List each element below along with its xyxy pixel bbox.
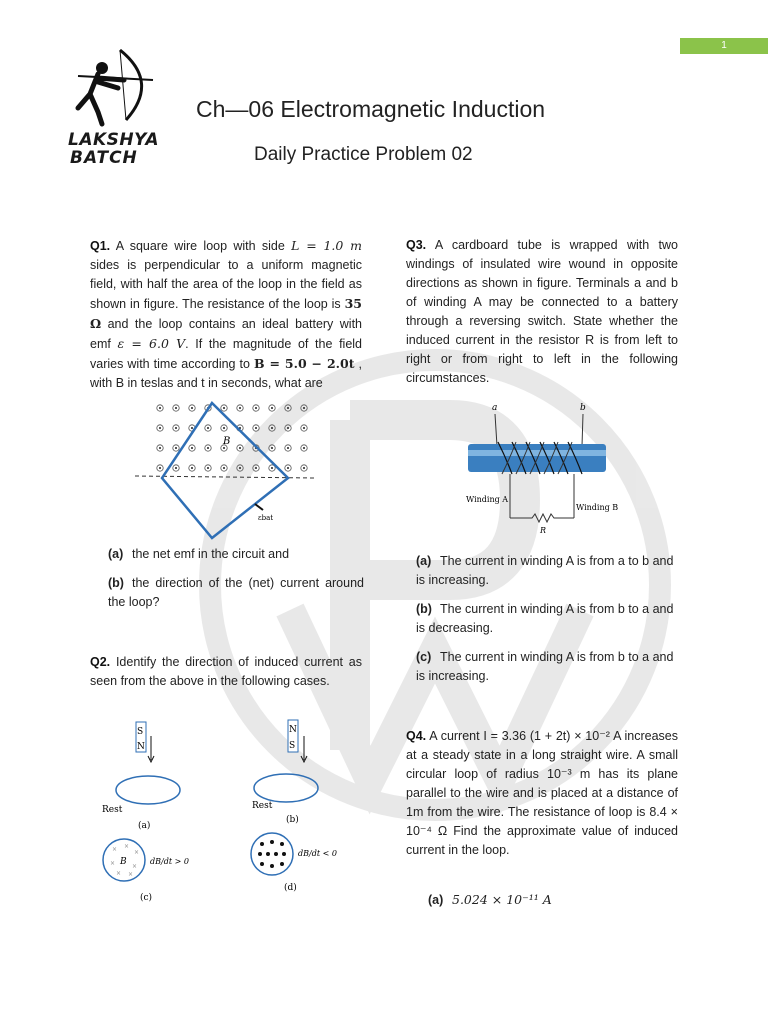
rest-label-b: Rest: [252, 801, 273, 811]
q3-part-a: (a) The current in winding A is from a to b and is increasing.: [416, 554, 674, 587]
q1-text-c: and the loop contains an ideal battery with emf: [90, 317, 362, 351]
svg-text:×: ×: [124, 843, 130, 850]
caption-a: (a): [138, 821, 151, 831]
q4-part-a: (a) 5.024 × 10⁻¹¹ A: [428, 892, 552, 907]
resistor-label: R: [540, 526, 547, 535]
rate-label-d: dB/dt < 0: [298, 849, 337, 858]
magnet-a-top: S: [137, 727, 144, 737]
lakshya-batch-logo: [68, 46, 168, 168]
question-2-text: Q2. Identify the direction of induced current as seen from the above in the following cases.: [90, 655, 362, 688]
terminal-a: a: [492, 403, 498, 413]
q1-part-a: (a) the net emf in the circuit and: [108, 547, 290, 561]
question-4-text: Q4. A current I = 3.36 (1 + 2t) × 10⁻² A increases at a steady state in a long straight wire. A small circular loop of radius 10⁻³ m has its plane parallel to the wire and is placed at a distance of 1m from the wire. The resistance of loop is 8.4 × 10⁻⁴ Ω Find the approximate value of induced current in the loop.: [406, 729, 678, 857]
rate-label-c: dB/dt > 0: [150, 857, 189, 866]
caption-b: (b): [286, 815, 299, 825]
svg-text:×: ×: [128, 871, 134, 878]
logo-text-line2: BATCH: [70, 148, 138, 168]
q2-magnet-figures: [96, 718, 346, 908]
chapter-title: Ch—06 Electromagnetic Induction: [196, 96, 546, 122]
svg-text:×: ×: [112, 846, 118, 853]
magnet-a-bottom: N: [137, 742, 145, 752]
battery-label: εbat: [258, 514, 274, 522]
q1-field-expr: B = 5.0 − 2.0t: [254, 356, 355, 371]
question-1-text: [90, 236, 362, 393]
logo-text-line1: LAKSHYA: [68, 130, 159, 150]
field-label-b: B: [223, 436, 231, 447]
svg-text:×: ×: [132, 863, 138, 870]
q1-side-length: L = 1.0 m: [291, 238, 362, 253]
winding-b-label: Winding B: [576, 503, 619, 512]
magnet-b-bottom: S: [289, 741, 296, 751]
question-1-label: Q1.: [90, 239, 111, 253]
q1-emf: ε = 6.0 V: [117, 336, 186, 351]
dots-d: [258, 840, 286, 868]
q1-text-e: , with B in teslas and t in seconds, what are: [90, 357, 362, 390]
terminal-b: b: [580, 403, 586, 413]
question-4-label: Q4.: [406, 729, 427, 743]
question-3-text: Q3. A cardboard tube is wrapped with two windings of insulated wire wound in opposite directions as shown in figure. Terminals a and b of winding A may be connected to a battery through a reversing switch. State whether the induced current in the resistor R is from left to right or from right to left in the following circumstances.: [406, 238, 678, 385]
q1-text-a: A square wire loop with side: [110, 239, 292, 253]
svg-text:×: ×: [116, 870, 122, 877]
winding-a-label: Winding A: [466, 495, 509, 504]
archer-icon: [68, 46, 168, 126]
page-number-badge: 1: [680, 38, 768, 54]
q3-winding-figure: [462, 398, 619, 536]
svg-text:×: ×: [110, 860, 116, 867]
q1-loop-figure: [130, 398, 320, 543]
magnet-b-top: N: [289, 725, 297, 735]
rest-label-a: Rest: [102, 805, 123, 815]
field-label-c: B: [120, 857, 127, 867]
q1-text-b: sides is perpendicular to a uniform magnetic field, with half the area of the loop in the field as shown in figure. The resistance of the loop is: [90, 258, 362, 311]
caption-d: (d): [284, 883, 297, 893]
dpp-subtitle: Daily Practice Problem 02: [254, 144, 473, 165]
question-2-label: Q2.: [90, 655, 111, 669]
q1-text-d: . If the magnitude of the field varies with time according to: [90, 337, 363, 371]
question-3-label: Q3.: [406, 238, 427, 252]
svg-text:×: ×: [134, 849, 140, 856]
q1-part-b: (b) the direction of the (net) current around the loop?: [108, 576, 364, 609]
caption-c: (c): [140, 893, 153, 903]
q3-part-b: (b) The current in winding A is from b to a and is decreasing.: [416, 602, 674, 635]
q1-resistance: 35 Ω: [90, 296, 362, 331]
q3-part-c: (c) The current in winding A is from b to a and is increasing.: [416, 650, 674, 683]
